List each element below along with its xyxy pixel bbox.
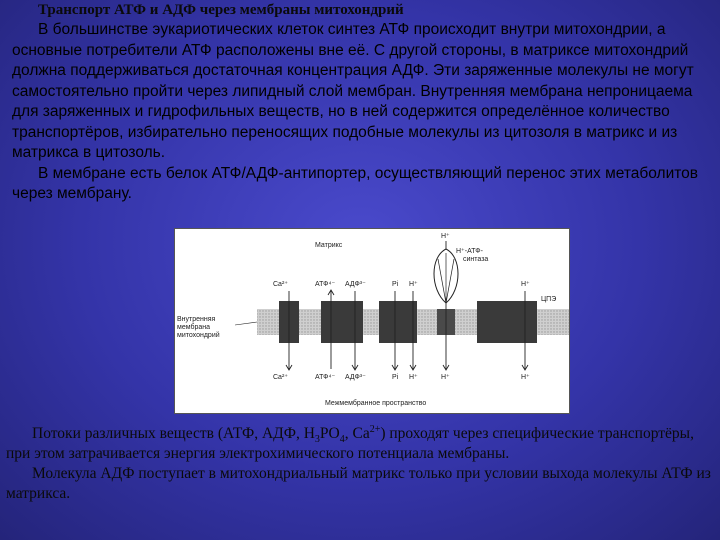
bottom-atp-label: АТФ⁴⁻ xyxy=(315,374,336,381)
etc-complex xyxy=(477,301,537,343)
top-h-right-label: H⁺ xyxy=(521,281,530,288)
bottom-text xyxy=(6,424,714,504)
top-pi-label: Pi xyxy=(392,281,399,288)
intro-paragraph-2: В мембране есть белок АТФ/АДФ-антипортер, осуществляющий перенос этих метаболитов через мембрану. xyxy=(12,164,699,202)
intro-paragraph-1: В большинстве эукариотических клеток синтез АТФ происходит внутри митохондрии, а основные потребители АТФ расположены вне её. С другой стороны, в матриксе митохондрий должна поддерживаться достаточная концентрация АДФ. Эти заряженные молекулы не могут самостоятельно пройти через липидный слой мембран. Внутренняя мембрана непроницаема для заряженных и гидрофильных веществ, но в ней содержится определённое количество транспортёров, избирательно переносящих подобные молекулы из цитозоля в матрикс и из матрикса в цитозоль. xyxy=(12,21,694,161)
bottom-ca-label: Ca²⁺ xyxy=(273,374,288,381)
bottom-paragraph-1: Потоки различных веществ (АТФ, АДФ, $H_3PO_4$, $Ca^{2+}$) проходят через специфические транспортёры, при этом затрачивается энергия электрохимического потенциала мембраны. xyxy=(6,423,694,462)
synthase-label-2: синтаза xyxy=(463,256,489,263)
synthase-label-1: H⁺-АТФ- xyxy=(456,248,483,255)
bottom-adp-label: АДФ³⁻ xyxy=(345,374,366,381)
membrane-label-2: мембрана xyxy=(177,324,210,331)
atp-adp-antiporter xyxy=(321,301,363,343)
membrane-label-1: Внутренняя xyxy=(177,316,216,323)
top-atp-label: АТФ⁴⁻ xyxy=(315,281,336,288)
bottom-paragraph-2: Молекула АДФ поступает в митохондриальный матрикс только при условии выхода молекулы АТФ из матрикса. xyxy=(6,465,711,502)
matrix-label: Матрикс xyxy=(315,242,343,249)
phosphate-transporter xyxy=(379,301,417,343)
bottom-h-right-label: H⁺ xyxy=(521,374,530,381)
slide-title: Транспорт АТФ и АДФ через мембраны митохондрий xyxy=(38,2,404,18)
bottom-pi-label: Pi xyxy=(392,374,399,381)
bottom-h-synthase-label: H⁺ xyxy=(441,374,450,381)
intermembrane-label: Межмембранное пространство xyxy=(325,400,427,407)
etc-label: ЦПЭ xyxy=(541,296,557,303)
top-ca-label: Ca²⁺ xyxy=(273,281,288,288)
bottom-h-label: H⁺ xyxy=(409,374,418,381)
top-h-label: H⁺ xyxy=(409,281,418,288)
membrane-label-3: митохондрий xyxy=(177,332,220,339)
membrane-diagram xyxy=(175,229,569,413)
top-adp-label: АДФ³⁻ xyxy=(345,281,366,288)
membrane-transport-figure xyxy=(174,228,570,414)
intro-text xyxy=(12,20,712,205)
top-h-synthase-label: H⁺ xyxy=(441,233,450,240)
